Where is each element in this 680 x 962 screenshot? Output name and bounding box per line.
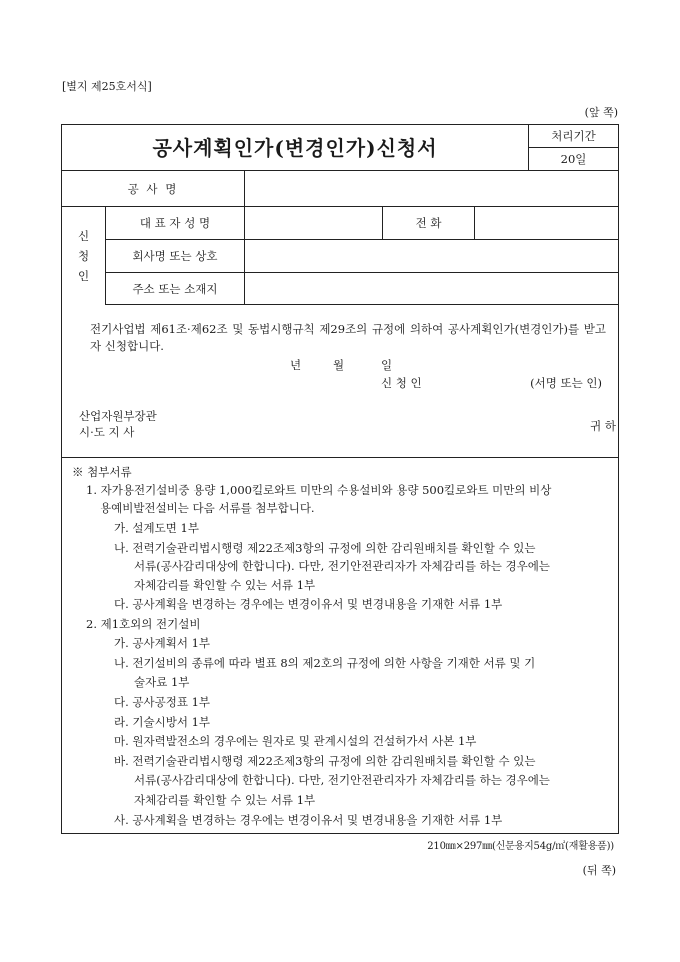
company-field[interactable] <box>244 240 618 272</box>
front-page-label: (앞 쪽) <box>584 106 618 119</box>
attachment-line: 용예비발전설비는 다음 서류를 첨부합니다. <box>100 501 315 515</box>
attachment-line: 다. 공사계획을 변경하는 경우에는 변경이유서 및 변경내용을 기재한 서류 1부 <box>114 597 503 611</box>
address-row <box>106 273 618 305</box>
declaration-statement: 전기사업법 제61조·제62조 및 동법시행규칙 제29조의 규정에 의하여 공사계획인가(변경인가)를 받고자 신청합니다. <box>90 322 606 353</box>
processing-period-box <box>528 125 618 171</box>
paper-size-note: 210㎜×297㎜(신문용지54g/㎡(재활용품)) <box>427 841 614 852</box>
attachment-line: 자체감리를 확인할 수 있는 서류 1부 <box>134 793 316 807</box>
attachment-line: 나. 전기설비의 종류에 따라 별표 8의 제2호의 규정에 의한 사항을 기재한 서류 및 기 <box>114 656 536 670</box>
address-label: 주소 또는 소재지 <box>132 281 218 296</box>
company-row <box>106 240 618 273</box>
applicant-sign-label: 신 청 인 <box>381 376 422 390</box>
processing-period-label: 처리기간 <box>529 125 618 148</box>
representative-row <box>106 207 618 240</box>
addressee-suffix: 귀 하 <box>590 419 616 433</box>
attachments-section <box>62 457 618 833</box>
title-row <box>62 125 618 171</box>
attachment-line: 가. 공사계획서 1부 <box>114 636 211 650</box>
application-form <box>61 124 619 834</box>
representative-label: 대 표 자 성 명 <box>139 216 211 230</box>
date-year-label: 년 <box>290 358 302 372</box>
applicant-block <box>62 207 106 305</box>
attachment-line: 마. 원자력발전소의 경우에는 원자로 및 관계시설의 건설허가서 사본 1부 <box>114 734 477 748</box>
attachment-line: 나. 전력기술관리법시행령 제22조제3항의 규정에 의한 감리원배치를 확인할 수 있는 <box>114 541 536 555</box>
attachment-line: 자체감리를 확인할 수 있는 서류 1부 <box>134 578 316 592</box>
attachment-line: 서류(공사감리대상에 한합니다). 다만, 전기안전관리자가 자체감리를 하는 경우에는 <box>134 559 550 573</box>
attachment-line: 라. 기술시방서 1부 <box>114 715 211 729</box>
processing-period-value: 20일 <box>560 152 587 166</box>
attachments-heading: ※ 첨부서류 <box>72 465 132 479</box>
project-name-label: 공 사 명 <box>127 181 179 196</box>
date-month-label: 월 <box>333 358 345 372</box>
company-label: 회사명 또는 상호 <box>132 249 218 263</box>
attachment-line: 다. 공사공정표 1부 <box>114 695 211 709</box>
attachment-line: 술자료 1부 <box>134 675 190 689</box>
applicant-label: 신 청 인 <box>77 229 90 283</box>
recipient-governor: 시·도 지 사 <box>79 425 135 439</box>
phone-label: 전 화 <box>382 207 474 239</box>
project-name-field[interactable] <box>244 171 618 206</box>
form-number: [별지 제25호서식] <box>62 80 152 93</box>
project-name-row <box>62 171 618 207</box>
date-day-label: 일 <box>381 358 393 372</box>
attachment-line: 1. 자가용전기설비중 용량 1,000킬로와트 미만의 수용설비와 용량 500킬로와트 미만의 비상 <box>86 483 552 497</box>
attachment-line: 서류(공사감리대상에 한합니다). 다만, 전기안전관리자가 자체감리를 하는 경우에는 <box>134 773 550 787</box>
attachment-line: 2. 제1호외의 전기설비 <box>86 617 201 631</box>
attachment-line: 바. 전력기술관리법시행령 제22조제3항의 규정에 의한 감리원배치를 확인할 수 있는 <box>114 754 536 768</box>
phone-field[interactable] <box>474 207 618 239</box>
recipient-minister: 산업자원부장관 <box>79 409 157 423</box>
form-title: 공사계획인가(변경인가)신청서 <box>152 136 438 160</box>
attachment-line: 가. 설계도면 1부 <box>114 521 199 535</box>
address-field[interactable] <box>244 273 618 304</box>
attachment-line: 사. 공사계획을 변경하는 경우에는 변경이유서 및 변경내용을 기재한 서류 1부 <box>114 813 503 827</box>
representative-name-field[interactable] <box>244 207 382 239</box>
declaration-section <box>62 305 618 458</box>
back-page-label: (뒤 쪽) <box>582 864 616 877</box>
signature-hint: (서명 또는 인) <box>530 376 602 390</box>
